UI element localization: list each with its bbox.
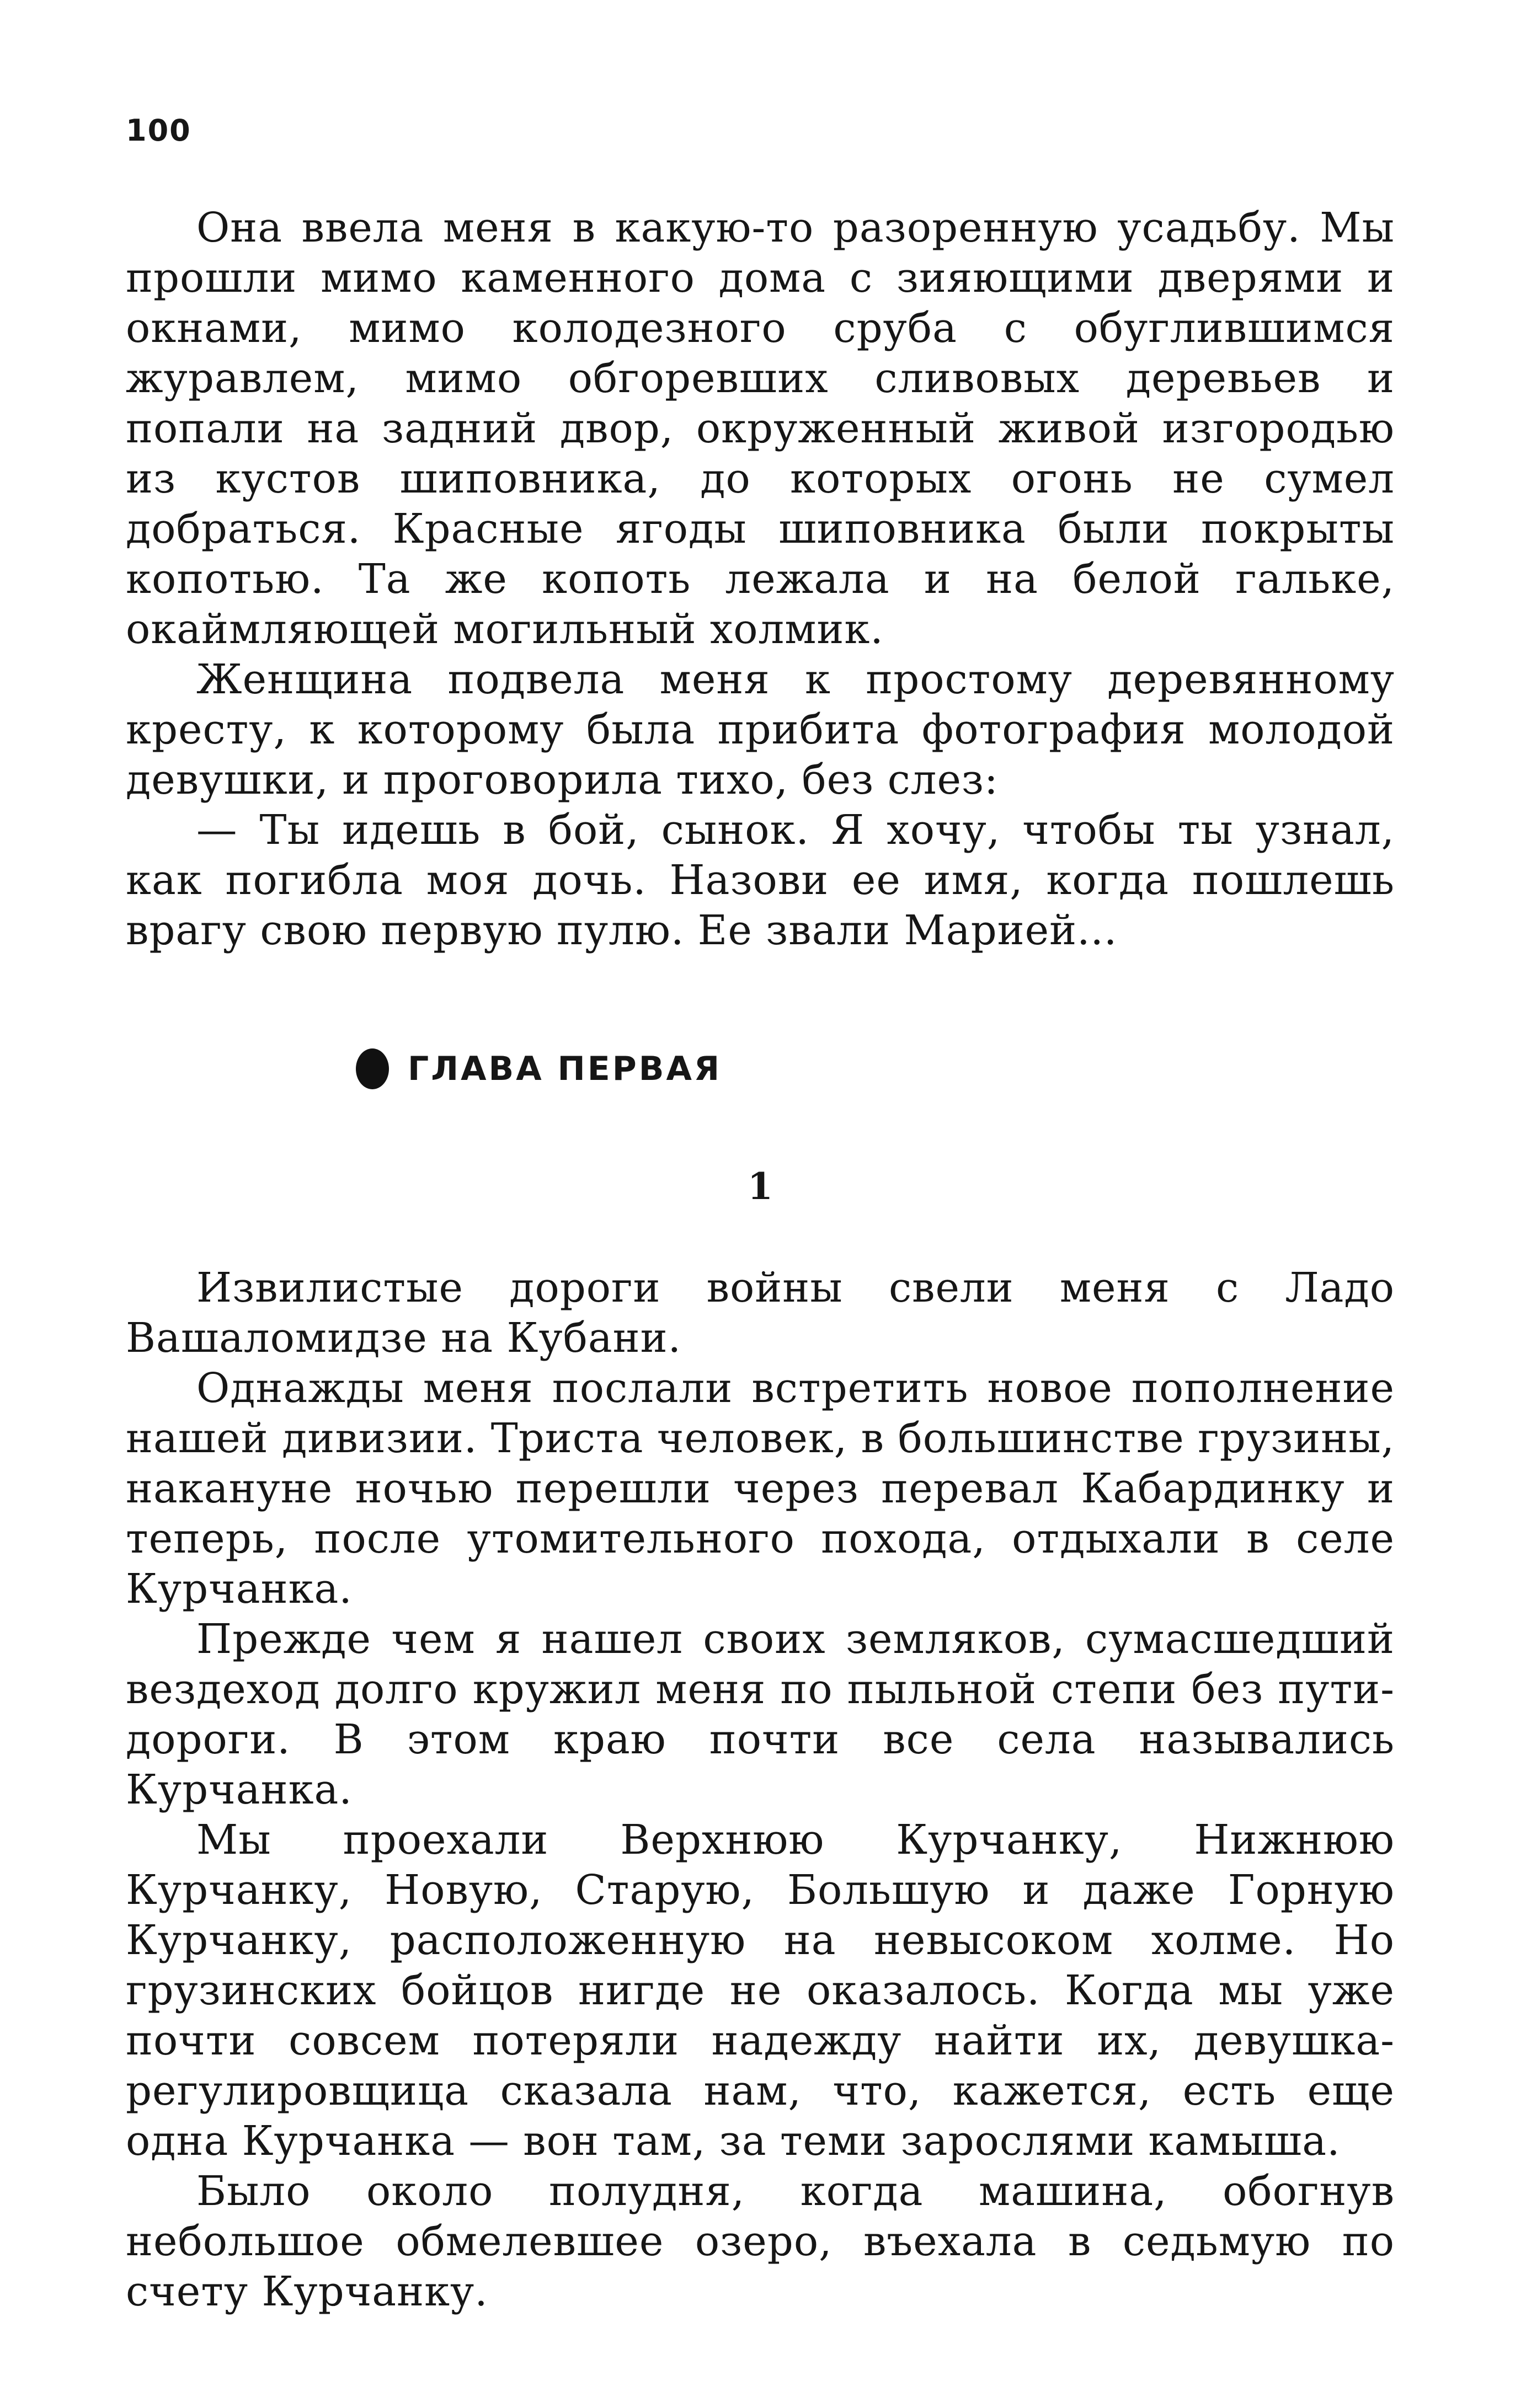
paragraph: Однажды меня послали встретить новое пополнение нашей дивизии. Триста человек, в большинстве грузины, накануне ночью перешли через перевал Кабардинку и теперь, после утомительного похода, отдыхали в селе Курчанка. [126,1365,1395,1613]
chapter-text [126,1263,1395,2317]
paragraph: Было около полудня, когда машина, обогнув небольшое обмелевшее озеро, въехала в седьмую по счету Курчанку. [126,2168,1395,2315]
bullet-icon [356,1048,389,1089]
chapter-title: ГЛАВА ПЕРВАЯ [408,1050,722,1088]
section-number: 1 [748,1165,773,1208]
dialogue-paragraph: — Ты идешь в бой, сынок. Я хочу, чтобы ты узнал, как погибла моя дочь. Назови ее имя, когда пошлешь врагу свою первую пулю. Ее звали Марией... [126,807,1395,954]
paragraph: Мы проехали Верхнюю Курчанку, Нижнюю Курчанку, Новую, Старую, Большую и даже Горную Курчанку, расположенную на невысоком холме. Но грузинских бойцов нигде не оказалось. Когда мы уже почти совсем потеряли надежду найти их, девушка-регулировщица сказала нам, что, кажется, есть еще одна Курчанка — вон там, за теми зарослями камыша. [126,1817,1395,2165]
paragraph: Прежде чем я нашел своих земляков, сумасшедший вездеход долго кружил меня по пыльной степи без пути-дороги. В этом краю почти все села назывались Курчанка. [126,1616,1395,1813]
chapter-heading [356,1041,722,1096]
page-number: 100 [126,113,191,148]
paragraph: Извилистые дороги войны свели меня с Ладо Вашаломидзе на Кубани. [126,1265,1395,1362]
paragraph: Женщина подвела меня к простому деревянному кресту, к которому была прибита фотография молодой девушки, и проговорила тихо, без слез: [126,656,1395,804]
paragraph: Она ввела меня в какую-то разоренную усадьбу. Мы прошли мимо каменного дома с зияющими дверями и окнами, мимо колодезного сруба с обуглившимся журавлем, мимо обгоревших сливовых деревьев и попали на задний двор, окруженный живой изгородью из кустов шиповника, до которых огонь не сумел добраться. Красные ягоды шиповника были покрыты копотью. Та же копоть лежала и на белой гальке, окаймляющей могильный холмик. [126,205,1395,653]
intro-text [126,203,1395,956]
